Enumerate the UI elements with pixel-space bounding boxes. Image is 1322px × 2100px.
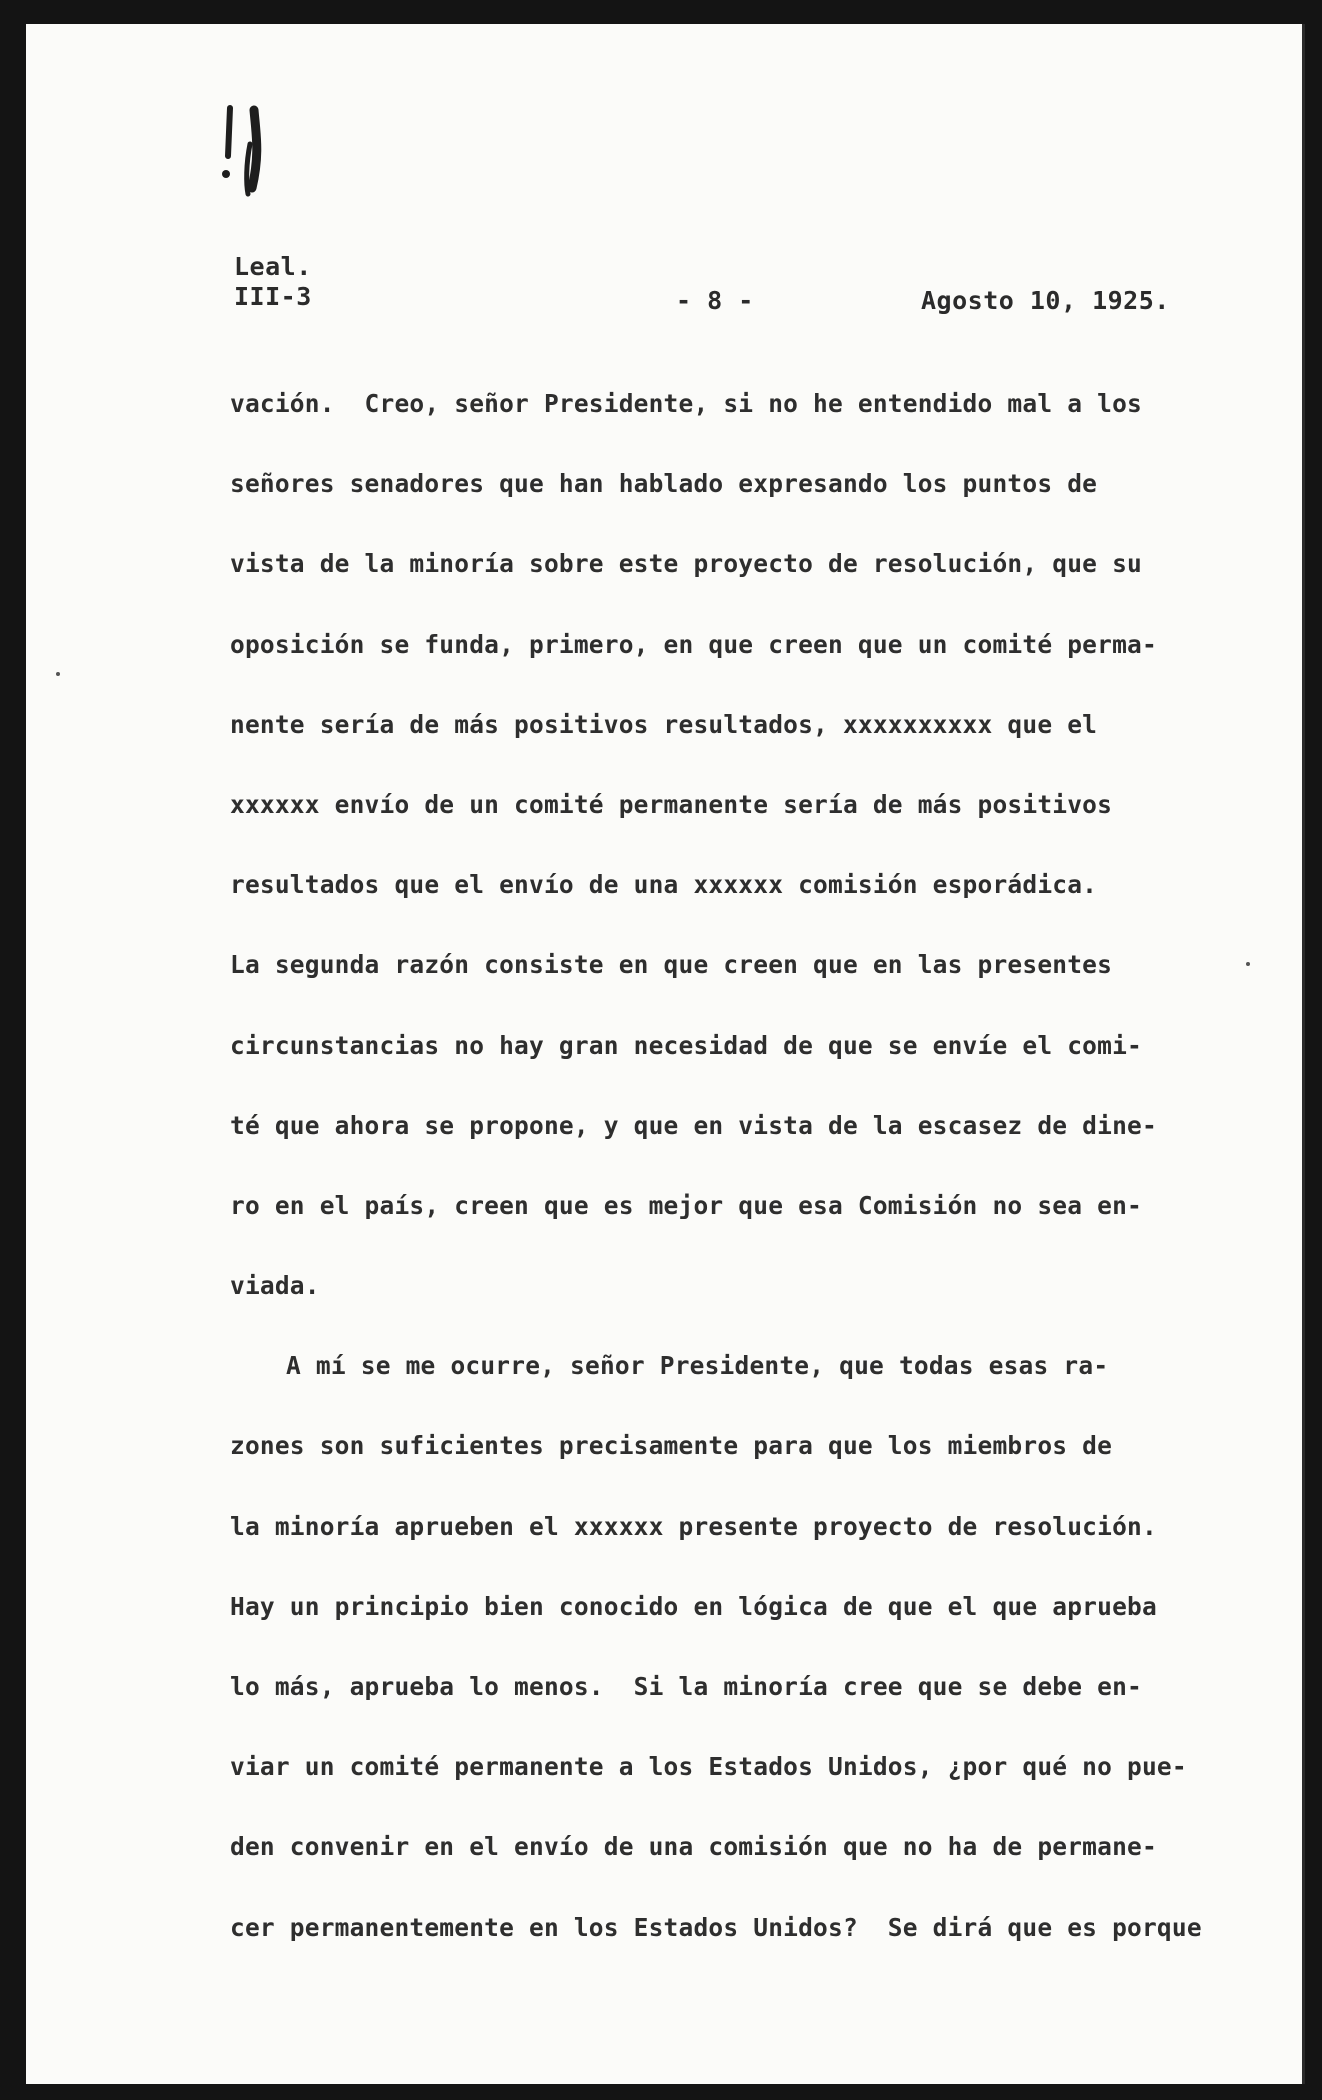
body-line: nente sería de más positivos resultados, xxxxxxxxxx que el [230,709,1098,739]
body-line: A mí se me ocurre, señor Presidente, que todas esas ra- [286,1351,1109,1381]
body-line: lo más, aprueba lo menos. Si la minoría cree que se debe en- [230,1672,1142,1701]
page-number: - 8 - [676,286,754,315]
body-line: viada. [230,1271,320,1301]
header-section: III-3 [234,282,312,311]
body-line: zones son suficientes precisamente para que los miembros de [230,1431,1113,1461]
body-line: resultados que el envío de una xxxxxx comisión esporádica. [230,870,1098,900]
body-line: den convenir en el envío de una comisión que no ha de permane- [230,1832,1157,1862]
body-line: xxxxxx envío de un comité permanente sería de más positivos [230,789,1113,819]
body-line: vista de la minoría sobre este proyecto de resolución, que su [230,549,1142,579]
body-line: té que ahora se propone, y que en vista de la escasez de dine- [230,1110,1157,1140]
body-line: la minoría aprueben el xxxxxx presente proyecto de resolución. [230,1511,1157,1541]
header-author: Leal. [234,252,312,281]
body-line: oposición se funda, primero, en que creen que un comité perma- [230,629,1157,659]
body-line: circunstancias no hay gran necesidad de que se envíe el comi- [230,1030,1142,1060]
handwritten-mark-icon [216,104,286,214]
scan-speck [56,672,60,676]
body-line: señores senadores que han hablado expresando los puntos de [230,469,1098,499]
body-line: viar un comité permanente a los Estados Unidos, ¿por qué no pue- [230,1752,1187,1782]
document-body [230,384,1270,1988]
body-line: cer permanentemente en los Estados Unidos? Se dirá que es porque [230,1912,1202,1942]
document-page [26,24,1305,2084]
body-line: Hay un principio bien conocido en lógica de que el que aprueba [230,1591,1157,1621]
header-author-section [234,252,312,312]
body-line: ro en el país, creen que es mejor que esa Comisión no sea en- [230,1190,1142,1220]
body-line: La segunda razón consiste en que creen que en las presentes [230,950,1113,980]
body-line: vación. Creo, señor Presidente, si no he entendido mal a los [230,389,1142,418]
document-date: Agosto 10, 1925. [921,286,1170,315]
